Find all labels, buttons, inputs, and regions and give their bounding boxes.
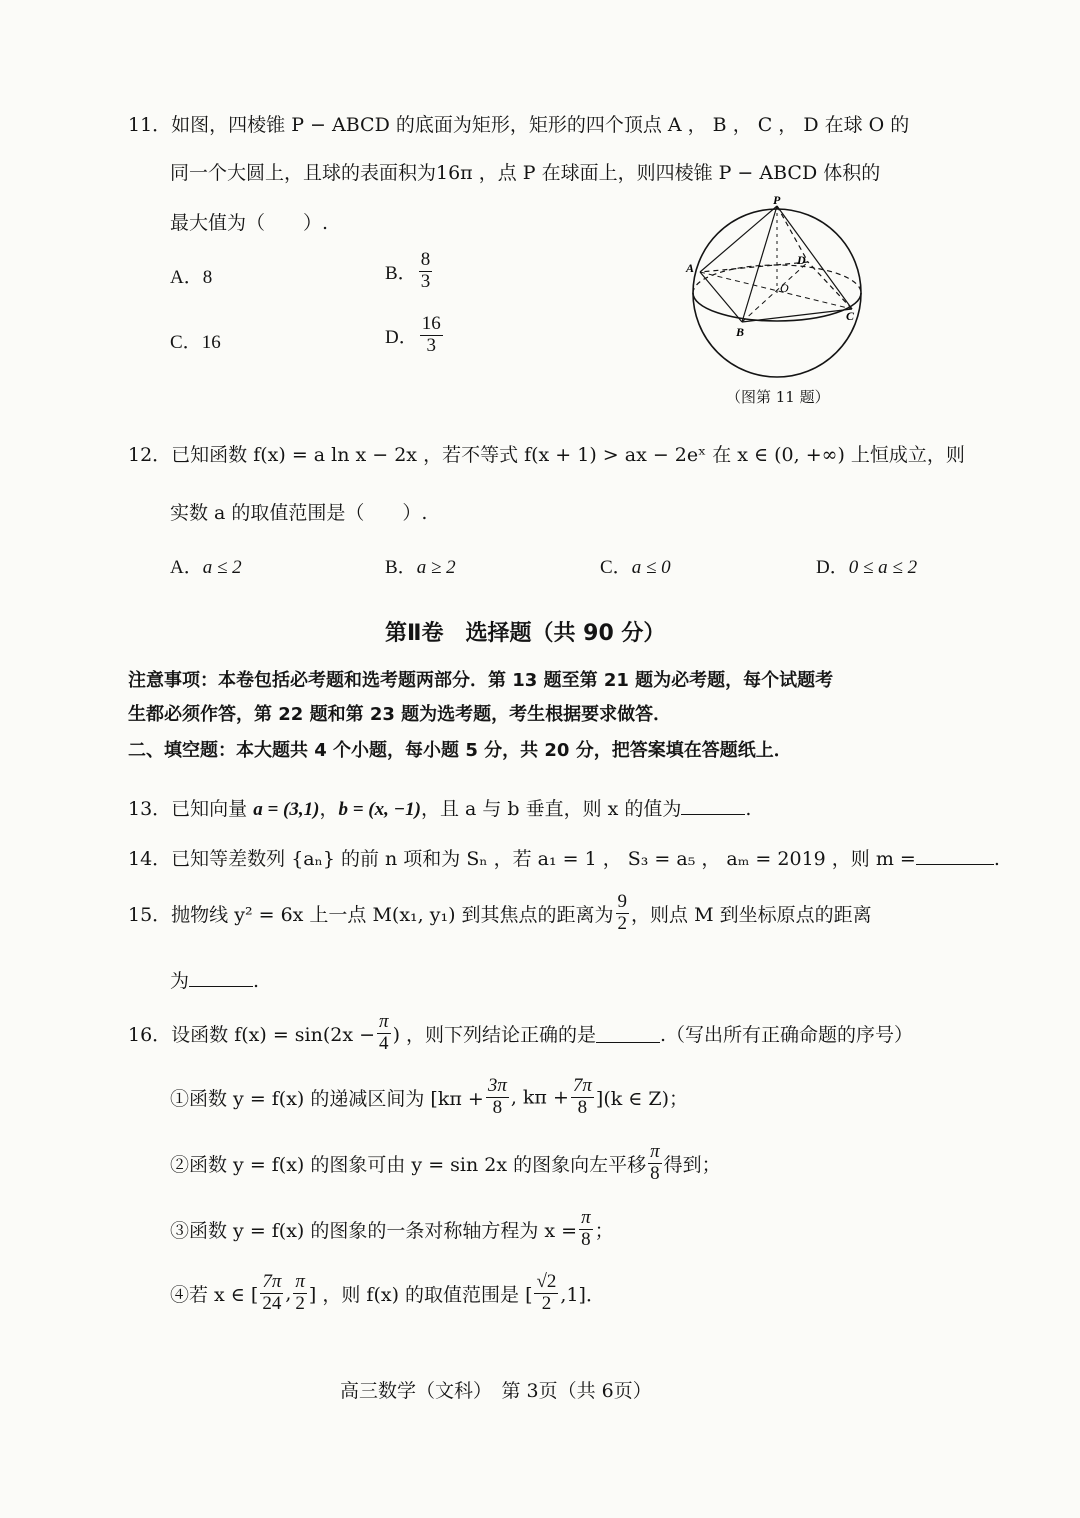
label-a: A (686, 261, 695, 275)
q11-sphere-figure (680, 192, 880, 382)
answer-blank[interactable] (916, 846, 994, 865)
q15-line2: 为 . (170, 970, 260, 992)
page-footer: 高三数学（文科） 第 3页（共 6页） (340, 1380, 652, 1402)
edge-pb (742, 206, 777, 322)
answer-blank[interactable] (189, 968, 253, 987)
q12-line1: 12．已知函数 f(x) = a ln x − 2x ，若不等式 f(x + 1) > ax − 2eˣ 在 x ∈ (0, +∞) 上恒成立，则 (128, 444, 965, 466)
section-title: 第Ⅱ卷 选择题（共 90 分） (385, 621, 666, 646)
label-o: O (780, 281, 789, 295)
answer-blank[interactable] (596, 1024, 660, 1043)
notice-line1: 注意事项：本卷包括必考题和选考题两部分．第 13 题至第 21 题为必考题，每个试题考 (128, 670, 834, 691)
answer-blank[interactable] (681, 796, 745, 815)
q12-option-a: A．a ≤ 2 (170, 557, 242, 578)
edge-da (700, 262, 808, 272)
edge-cd (808, 262, 852, 309)
fraction: $\frac{16}{3}$ (421, 313, 441, 356)
q13: 13．已知向量 a = (3,1)，b = (x, −1)，且 a 与 b 垂直，则 x 的值为 . (128, 798, 752, 820)
q11-figure-caption: （图第 11 题） (726, 388, 830, 406)
q12-option-d: D．0 ≤ a ≤ 2 (816, 557, 918, 578)
fraction: $\frac{\pi}{4}$ (379, 1011, 389, 1054)
label-b: B (736, 325, 745, 339)
q16-statement-3: ③函数 y = f(x) 的图象的一条对称轴方程为 x = $\frac{\pi}{8}$ ； (170, 1207, 614, 1250)
q11-line1: 11．如图，四棱锥 P − ABCD 的底面为矩形，矩形的四个顶点 A ， B ， C ， D 在球 O 的 (128, 114, 910, 136)
fraction: $\frac{8}{3}$ (420, 249, 431, 292)
label-c: C (846, 309, 855, 323)
q11-line3: 最大值为（ ）. (170, 212, 329, 234)
q16-statement-1: ①函数 y = f(x) 的递减区间为 [kπ + $\frac{3\pi}{8}$ , kπ + $\frac{7\pi}{8}$ ](k ∈ Z)； (170, 1075, 689, 1118)
notice-line2: 生都必须作答，第 22 题和第 23 题为选考题，考生根据要求做答． (128, 704, 672, 725)
q12-line2: 实数 a 的取值范围是（ ）. (170, 502, 428, 524)
diagonal-bd (742, 262, 808, 322)
q11-option-d: D． $\frac{16}{3}$ (385, 313, 441, 356)
great-circle-front (693, 293, 861, 321)
q12-option-b: B．a ≥ 2 (385, 557, 456, 578)
q16-statement-4: ④若 x ∈ [ $\frac{7\pi}{24}$ , $\frac{\pi}{2}$ ] ，则 f(x) 的取值范围是 [ $\frac{√2}{2}$ ,1]． (170, 1271, 605, 1314)
edge-pa (700, 206, 777, 272)
fraction: $\frac{9}{2}$ (617, 891, 628, 934)
q12-option-c: C．a ≤ 0 (600, 557, 671, 578)
q11-line2: 同一个大圆上，且球的表面积为16π ，点 P 在球面上，则四棱锥 P − ABCD 体积的 (170, 162, 881, 184)
q15-line1: 15．抛物线 y² = 6x 上一点 M(x₁, y₁) 到其焦点的距离为 $\frac{9}{2}$ ，则点 M 到坐标原点的距离 (128, 891, 872, 934)
label-d: D (797, 253, 806, 267)
q16-stem: 16．设函数 f(x) = sin(2x − $\frac{\pi}{4}$ ) ，则下列结论正确的是 .（写出所有正确命题的序号） (128, 1011, 914, 1054)
q14: 14．已知等差数列 {aₙ} 的前 n 项和为 Sₙ ，若 a₁ = 1 ， S₃ = a₅ ， aₘ = 2019 ，则 m = . (128, 848, 1000, 870)
label-p: P (773, 193, 781, 207)
fill-in-heading: 二、填空题：本大题共 4 个小题，每小题 5 分，共 20 分，把答案填在答题纸上． (128, 740, 792, 761)
q11-option-b: B． $\frac{8}{3}$ (385, 249, 431, 292)
q16-statement-2: ②函数 y = f(x) 的图象可由 y = sin 2x 的图象向左平移 $\frac{\pi}{8}$ 得到； (170, 1141, 721, 1184)
q11-option-a: A．8 (170, 267, 213, 288)
q11-option-c: C．16 (170, 332, 221, 353)
